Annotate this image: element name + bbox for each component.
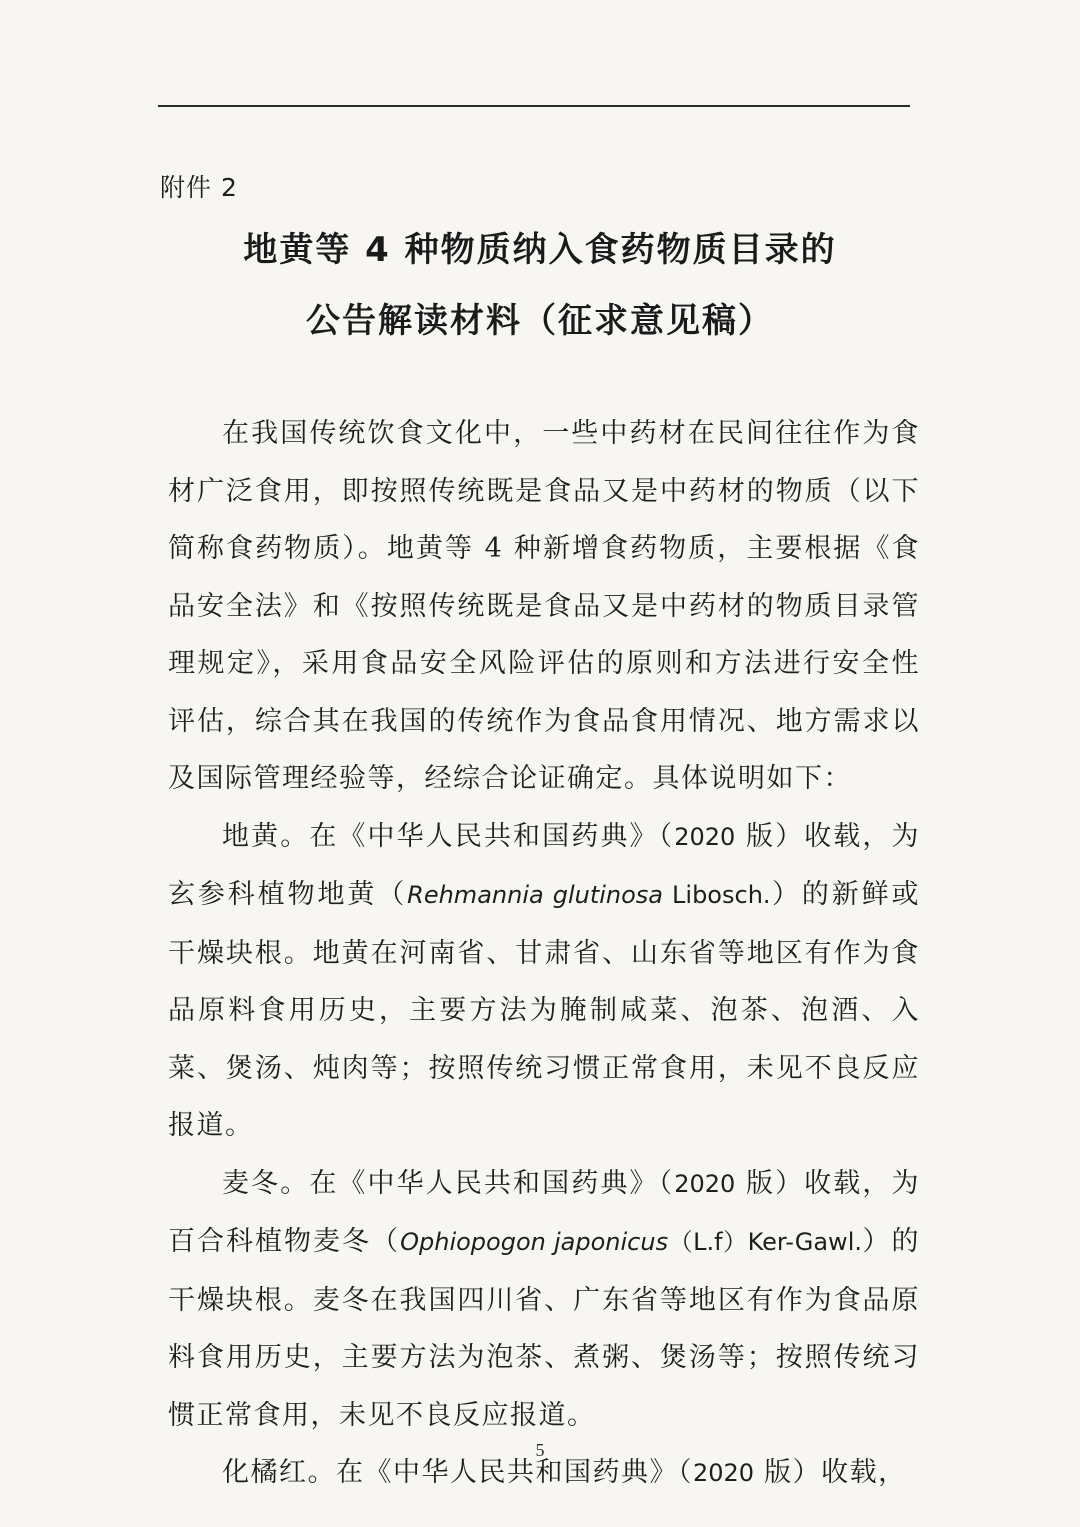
hujuhong-edition: 2020 bbox=[693, 1459, 755, 1487]
dihuang-tail: ）的新鲜或干燥块根。地黄在河南省、甘肃省、山东省等地区有作为食品原料食用历史，主要方法为腌制咸菜、泡茶、泡酒、入菜、煲汤、炖肉等；按照传统习惯正常食用，未见不良反应报道。 bbox=[168, 879, 921, 1141]
attachment-label: 附件 2 bbox=[160, 173, 238, 202]
maidong-edition: 2020 bbox=[674, 1169, 736, 1198]
hujuhong-lead: 化橘红。在《中华人民共和国药典》（ bbox=[222, 1457, 693, 1488]
hujuhong-tail: 版）收载， bbox=[754, 1457, 907, 1488]
paragraph-maidong bbox=[168, 1155, 920, 1445]
document-body bbox=[168, 405, 920, 1503]
dihuang-latin-author: Libosch. bbox=[663, 881, 771, 909]
maidong-lead: 麦冬。在《中华人民共和国药典》（ bbox=[222, 1167, 675, 1199]
maidong-latin-author: （L.f）Ker-Gawl. bbox=[668, 1228, 862, 1256]
document-title-line-1: 地黄等 4 种物质纳入食药物质目录的 bbox=[243, 230, 837, 270]
dihuang-edition: 2020 bbox=[674, 822, 736, 851]
paragraph-intro: 在我国传统饮食文化中，一些中药材在民间往往作为食材广泛食用，即按照传统既是食品又是中药材的物质（以下简称食药物质）。地黄等 4 种新增食药物质，主要根据《食品安全法》和《按照传统既是食品又是中药材的物质目录管理规定》，采用食品安全风险评估的原则和方法进行安全性评估，综合其在我国的传统作为食品食用情况、地方需求以及国际管理经验等，经综合论证确定。具体说明如下： bbox=[168, 418, 920, 794]
header-rule bbox=[158, 105, 910, 107]
maidong-tail: ）的干燥块根。麦冬在我国四川省、广东省等地区有作为食品原料食用历史，主要方法为泡茶、煮粥、煲汤等；按照传统习惯正常食用，未见不良反应报道。 bbox=[168, 1226, 921, 1431]
page-number: 5 bbox=[535, 1440, 545, 1460]
dihuang-latin-name: Rehmannia glutinosa bbox=[407, 881, 664, 909]
document-title-line-2: 公告解读材料（征求意见稿） bbox=[306, 301, 774, 341]
maidong-mid: 版）收载，为百合科植物麦冬（ bbox=[168, 1167, 920, 1257]
maidong-latin-name: Ophiopogon japonicus bbox=[400, 1228, 669, 1256]
paragraph-dihuang bbox=[168, 808, 920, 1155]
dihuang-mid: 版）收载，为玄参科植物地黄（ bbox=[168, 820, 920, 910]
dihuang-lead: 地黄。在《中华人民共和国药典》（ bbox=[222, 820, 675, 852]
